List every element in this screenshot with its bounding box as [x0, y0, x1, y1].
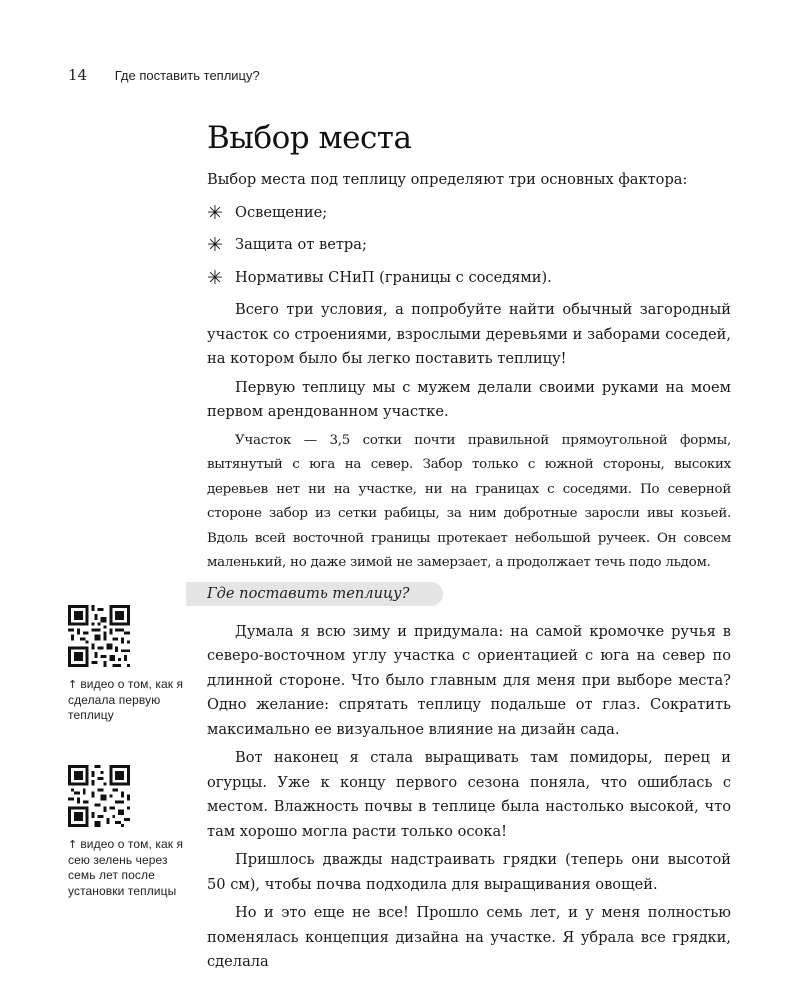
list-item — [207, 233, 731, 258]
chapter-title: Где поставить теплицу? — [114, 68, 260, 83]
asterisk-star-icon: ✳ — [207, 234, 223, 257]
asterisk-star-icon: ✳ — [207, 266, 223, 289]
side-caption-text: видео о том, как я сею зелень через семь лет после установки теплицы — [68, 837, 184, 898]
body-paragraph: Вот наконец я стала выращивать там помидоры, перец и огурцы. Уже к концу первого сезона поняла, что ошиблась с местом. Влажность почвы в теплице была настолько высокой, что там хорошо могла расти только осока! — [207, 749, 731, 840]
body-paragraph: Участок — 3,5 сотки почти правильной прямоугольной формы, вытянутый с юга на север. Забор только с южной стороны, высоких деревьев нет ни на участке, ни на границах с соседями. По северной стороне забор из сетки рабицы, за ним добротные заросли ивы козьей. Вдоль всей восточной границы протекает небольшой ручеек. Он совсем маленький, но даже зимой не замерзает, а продолжает течь подо льдом. — [207, 432, 731, 570]
section-title: Выбор места — [207, 120, 412, 156]
side-note — [68, 605, 190, 724]
side-caption-text: видео о том, как я сделала первую теплицу — [68, 677, 184, 722]
body-paragraph: Думала я всю зиму и придумала: на самой кромочке ручья в северо-восточном углу участка с ориентацией с юга на север по длинной стороне. Что было главным для меня при выборе места? Одно желание: спрятать теплицу подальше от глаз. Сократить максимально ее визуальное влияние на дизайн сада. — [207, 622, 731, 738]
qr-code-icon[interactable] — [68, 765, 130, 827]
main-column — [207, 118, 731, 979]
intro-paragraph: Выбор места под теплицу определяют три основных фактора: — [207, 171, 688, 188]
qr-code-icon[interactable] — [68, 605, 130, 667]
list-item — [207, 201, 731, 226]
arrow-up-icon: ↑ — [68, 838, 78, 851]
factor-list — [207, 201, 731, 291]
page-number: 14 — [68, 66, 88, 84]
body-paragraph: Первую теплицу мы с мужем делали своими руками на моем первом арендованном участке. — [207, 378, 731, 420]
list-item-text: Защита от ветра; — [235, 236, 367, 253]
arrow-up-icon: ↑ — [68, 678, 78, 691]
subheading: Где поставить теплицу? — [186, 582, 443, 606]
list-item-text: Нормативы СНиП (границы с соседями). — [235, 268, 552, 286]
asterisk-star-icon: ✳ — [207, 201, 223, 224]
body-paragraph: Но и это еще не все! Прошло семь лет, и у меня полностью поменялась концепция дизайна на участке. Я убрала все грядки, сделала — [207, 904, 731, 970]
list-item — [207, 266, 731, 291]
side-caption — [68, 677, 190, 724]
body-paragraph: Всего три условия, а попробуйте найти обычный загородный участок со строениями, взрослыми деревьями и заборами соседей, на котором было бы легко поставить теплицу! — [207, 301, 731, 367]
running-head — [68, 66, 260, 84]
body-paragraph: Пришлось дважды надстраивать грядки (теперь они высотой 50 см), чтобы почва подходила для выращивания овощей. — [207, 851, 731, 893]
side-caption — [68, 837, 190, 899]
list-item-text: Освещение; — [235, 203, 328, 221]
side-note — [68, 765, 190, 899]
